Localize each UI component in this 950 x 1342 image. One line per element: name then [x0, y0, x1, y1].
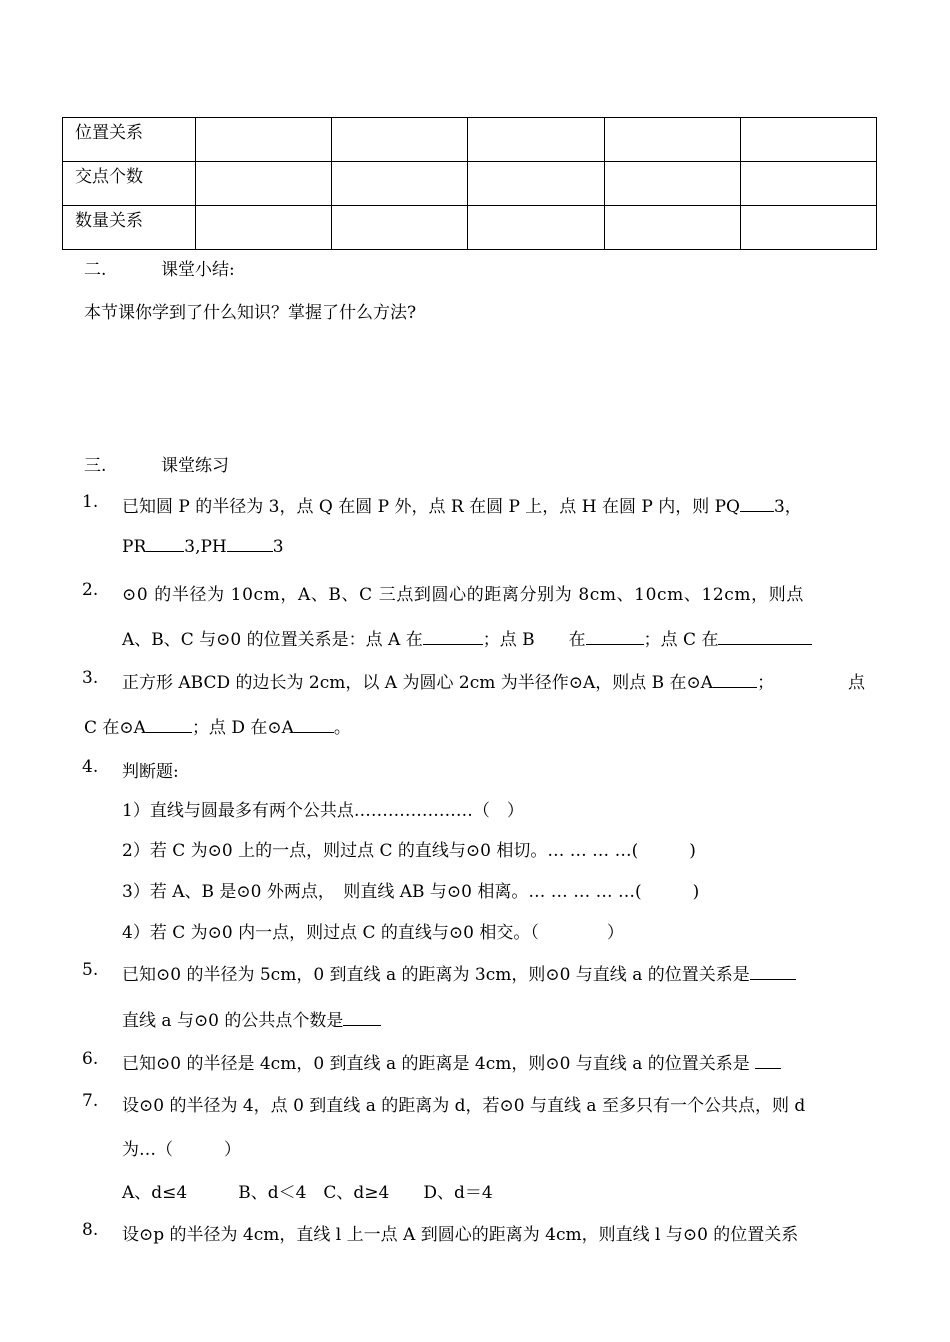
table-cell: [740, 162, 876, 206]
q3-d: ；点 D 在⊙A: [191, 718, 294, 738]
answer-blank: [227, 550, 273, 552]
table-row: [63, 206, 877, 250]
q2-num: 2.: [82, 580, 99, 600]
q1-line2: [122, 537, 284, 557]
table-cell: [740, 118, 876, 162]
answer-blank: [343, 1024, 381, 1026]
q1-line1: [122, 492, 802, 517]
relation-table: [62, 117, 877, 250]
answer-blank: [740, 510, 774, 512]
q2-b: ；点 B 在: [482, 630, 586, 650]
q4-title: 判断题:: [122, 762, 179, 782]
q8-num: 8.: [82, 1220, 99, 1240]
table-cell: [468, 118, 604, 162]
q5-text: 已知⊙0 的半径为 5cm，0 到直线 a 的距离为 3cm，则⊙0 与直线 a 的位置关系是: [122, 965, 750, 985]
q5-line1: [122, 960, 796, 985]
q1-ph: 3,PH: [184, 537, 227, 557]
q5-num: 5.: [82, 960, 99, 980]
answer-blank: [294, 731, 334, 733]
table-cell: [604, 118, 740, 162]
answer-blank: [750, 978, 796, 980]
q3-c: C 在⊙A: [84, 718, 146, 738]
table-cell: [468, 162, 604, 206]
q3-line2: [84, 713, 351, 738]
answer-blank: [586, 643, 644, 645]
row-label: 交点个数: [63, 162, 196, 206]
q5-text2: 直线 a 与⊙0 的公共点个数是: [122, 1011, 344, 1031]
q1-pr: PR: [122, 537, 147, 557]
table-cell: [196, 206, 332, 250]
q7-options: A、d≤4 B、d＜4 C、d≥4 D、d＝4: [122, 1183, 493, 1203]
table-cell: [468, 206, 604, 250]
answer-blank: [713, 686, 757, 688]
table-cell: [740, 206, 876, 250]
q8-line1: 设⊙p 的半径为 4cm，直线 l 上一点 A 到圆心的距离为 4cm，则直线 l 与⊙0 的位置关系: [122, 1225, 799, 1245]
table-cell: [196, 118, 332, 162]
q1-val: 3: [272, 537, 284, 557]
q4-item-1: 1）直线与圆最多有两个公共点…………………（ ）: [122, 801, 524, 821]
q1-text: 已知圆 P 的半径为 3，点 Q 在圆 P 外，点 R 在圆 P 上，点 H 在圆 P 内，则 PQ: [122, 497, 740, 517]
q4-num: 4.: [82, 757, 99, 777]
section3-num: 三.: [84, 456, 107, 476]
q6-line1: [122, 1049, 781, 1074]
q6-text: 已知⊙0 的半径是 4cm，0 到直线 a 的距离是 4cm，则⊙0 与直线 a 的位置关系是: [122, 1054, 750, 1074]
q6-num: 6.: [82, 1049, 99, 1069]
table-cell: [604, 162, 740, 206]
q1-num: 1.: [82, 492, 99, 512]
row-label: 位置关系: [63, 118, 196, 162]
q3-line1: [122, 668, 774, 693]
q4-item-4: 4）若 C 为⊙0 内一点，则过点 C 的直线与⊙0 相交。（ ）: [122, 923, 624, 943]
q2-line2: [122, 625, 812, 650]
q2-c: ；点 C 在: [643, 630, 719, 650]
q3-end: 。: [333, 718, 351, 738]
q3-far: 点: [848, 673, 865, 693]
table-cell: [332, 162, 468, 206]
q3-text-end: ；: [757, 673, 775, 693]
q4-item-3: 3）若 A、B 是⊙0 外两点， 则直线 AB 与⊙0 相离。… … … … …( ): [122, 882, 700, 902]
table-cell: [604, 206, 740, 250]
table-cell: [332, 206, 468, 250]
q3-text: 正方形 ABCD 的边长为 2cm，以 A 为圆心 2cm 为半径作⊙A，则点 B 在⊙A: [122, 673, 714, 693]
row-label: 数量关系: [63, 206, 196, 250]
section2-title: 课堂小结:: [161, 260, 235, 280]
q2-line1: ⊙0 的半径为 10cm，A、B、C 三点到圆心的距离分别为 8cm、10cm、12cm，则点: [122, 585, 804, 605]
q7-line1: 设⊙0 的半径为 4，点 0 到直线 a 的距离为 d，若⊙0 与直线 a 至多只有一个公共点，则 d: [122, 1096, 806, 1116]
section2-body: 本节课你学到了什么知识？掌握了什么方法?: [84, 303, 417, 323]
q3-num: 3.: [82, 668, 99, 688]
q2-a: A、B、C 与⊙0 的位置关系是：点 A 在: [122, 630, 423, 650]
answer-blank: [755, 1067, 781, 1069]
q7-line2: 为…（ ）: [122, 1140, 241, 1160]
q5-line2: [122, 1006, 381, 1031]
q4-item-2: 2）若 C 为⊙0 上的一点，则过点 C 的直线与⊙0 相切。… … … …( ): [122, 841, 696, 861]
answer-blank: [718, 643, 812, 645]
section3-title: 课堂练习: [161, 456, 229, 476]
answer-blank: [423, 643, 483, 645]
table-cell: [196, 162, 332, 206]
table-row: [63, 118, 877, 162]
q1-text-end: 3，: [773, 497, 802, 517]
q7-num: 7.: [82, 1091, 99, 1111]
table-cell: [332, 118, 468, 162]
answer-blank: [146, 731, 192, 733]
section2-num: 二.: [84, 260, 107, 280]
table-row: [63, 162, 877, 206]
answer-blank: [146, 550, 184, 552]
